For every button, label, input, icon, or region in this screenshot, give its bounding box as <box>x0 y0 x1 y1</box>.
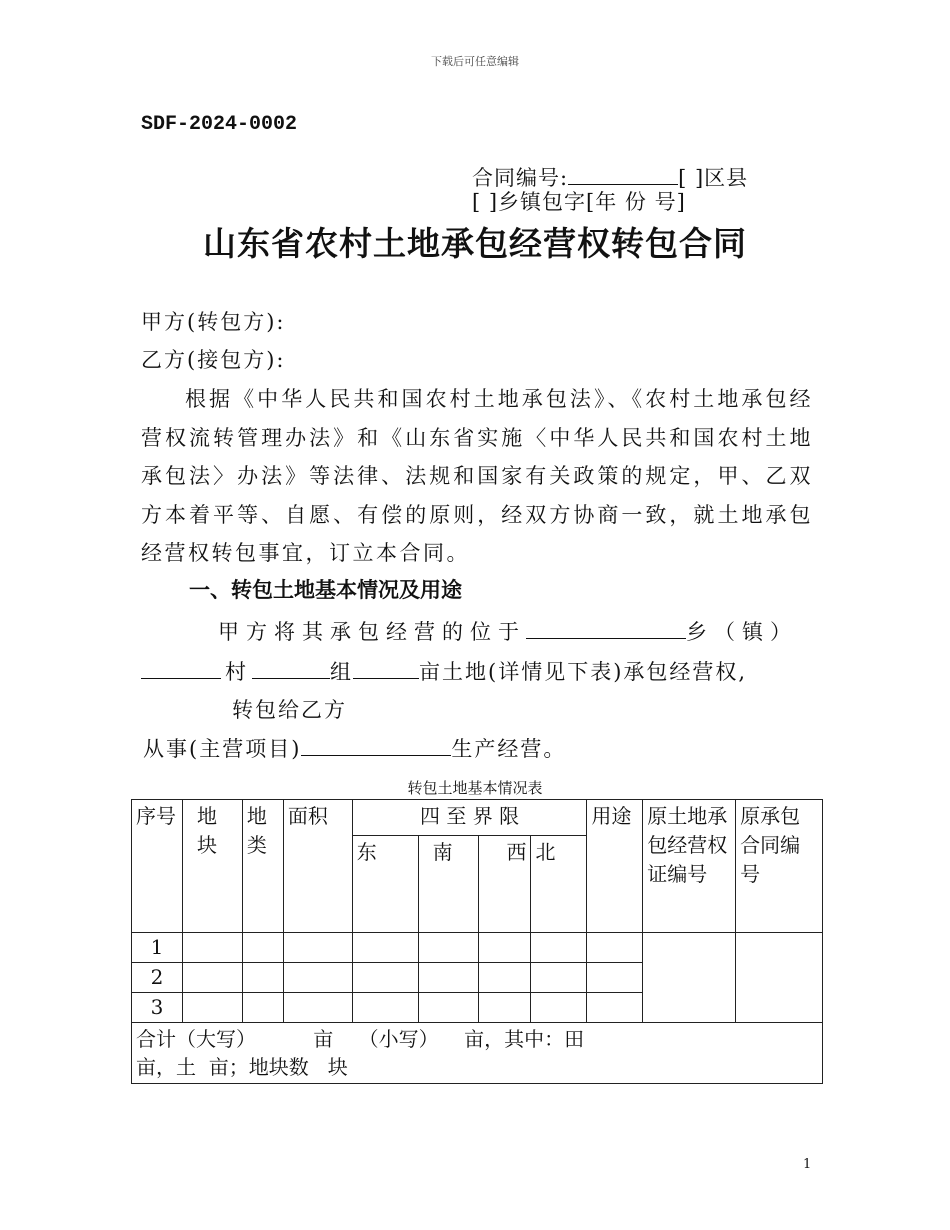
land-info-table <box>131 799 823 1084</box>
acreage-blank[interactable] <box>353 658 419 679</box>
table-cell[interactable] <box>587 933 643 963</box>
section-1-line-4 <box>143 733 566 763</box>
table-cell[interactable] <box>182 933 242 963</box>
contract-number-blank[interactable] <box>568 166 678 185</box>
table-cell[interactable] <box>418 933 478 963</box>
orig-cert-cell[interactable] <box>643 933 736 1023</box>
table-cell[interactable] <box>182 993 242 1023</box>
table-cell[interactable] <box>418 993 478 1023</box>
header-boundaries: 四 至 界 限 <box>352 800 587 836</box>
table-cell[interactable] <box>242 963 283 993</box>
party-b-label: 乙方(接包方): <box>141 348 286 372</box>
main-project-label: 从事(主营项目) <box>143 737 302 761</box>
row-number: 2 <box>132 963 183 993</box>
production-text: 生产经营。 <box>451 737 567 761</box>
section-1-line-3: 转包给乙方 <box>232 698 347 722</box>
acreage-text: 亩土地(详情见下表)承包经营权, <box>419 660 748 684</box>
village-label: 村 <box>225 660 248 684</box>
header-east: 东 <box>352 836 418 933</box>
group-blank[interactable] <box>252 658 330 679</box>
preamble-paragraph: 根据《中华人民共和国农村土地承包法》、《农村土地承包经营权流转管理办法》和《山东省实施〈中华人民共和国农村土地承包法〉办法》等法律、法规和国家有关政策的规定，甲、乙双方本着平等、自愿、有偿的原则，经双方协商一致，就土地承包经营权转包事宜，订立本合同。 <box>141 387 813 565</box>
table-cell[interactable] <box>283 963 352 993</box>
header-type: 地类 <box>242 800 283 933</box>
group-label: 组 <box>330 660 353 684</box>
table-cell[interactable] <box>531 993 587 1023</box>
main-project-blank[interactable] <box>301 735 451 756</box>
document-title: 山东省农村土地承包经营权转包合同 <box>203 224 747 263</box>
table-cell[interactable] <box>283 933 352 963</box>
table-cell[interactable] <box>283 993 352 1023</box>
header-north: 北 <box>531 836 587 933</box>
contract-number-label: 合同编号: <box>472 166 569 190</box>
table-cell[interactable] <box>182 963 242 993</box>
township-label: 乡（镇） <box>686 620 798 644</box>
table-cell[interactable] <box>418 963 478 993</box>
header-area: 面积 <box>283 800 352 933</box>
header-plot: 地 块 <box>182 800 242 933</box>
header-seq: 序号 <box>132 800 183 933</box>
header-note: 下载后可任意编辑 <box>431 55 519 68</box>
location-blank[interactable] <box>526 618 686 639</box>
village-blank[interactable] <box>141 658 221 679</box>
section-1-line-1 <box>218 616 798 646</box>
row-number: 1 <box>132 933 183 963</box>
table-total-row[interactable] <box>132 1023 823 1084</box>
document-id: SDF-2024-0002 <box>141 113 298 136</box>
contract-number-district: [ ]区县 <box>678 166 749 190</box>
table-cell[interactable] <box>531 963 587 993</box>
header-use: 用途 <box>587 800 643 933</box>
party-a-label: 甲方(转包方): <box>141 310 286 334</box>
row-number: 3 <box>132 993 183 1023</box>
table-caption: 转包土地基本情况表 <box>407 779 543 797</box>
table-cell[interactable] <box>242 933 283 963</box>
table-cell[interactable] <box>352 963 418 993</box>
table-cell[interactable] <box>478 963 531 993</box>
table-cell[interactable] <box>242 993 283 1023</box>
location-prefix: 甲方将其承包经营的位于 <box>218 620 526 644</box>
table-cell[interactable] <box>352 933 418 963</box>
table-cell[interactable] <box>478 993 531 1023</box>
orig-contract-cell[interactable] <box>736 933 823 1023</box>
page-number: 1 <box>803 1157 812 1172</box>
table-cell[interactable] <box>587 963 643 993</box>
total-line-2: 亩，土 亩；地块数 块 <box>136 1055 348 1079</box>
table-cell[interactable] <box>352 993 418 1023</box>
section-1-heading: 一、转包土地基本情况及用途 <box>189 578 462 602</box>
table-cell[interactable] <box>587 993 643 1023</box>
header-west: 西 <box>478 836 531 933</box>
total-line-1: 合计（大写） 亩 （小写） 亩，其中：田 <box>136 1027 585 1051</box>
table-cell[interactable] <box>531 933 587 963</box>
header-orig-contract: 原承包合同编号 <box>736 800 823 933</box>
section-1-line-2 <box>141 656 747 686</box>
contract-number-line2: [ ]乡镇包字[年 份 号] <box>472 190 686 214</box>
header-south: 南 <box>418 836 478 933</box>
header-orig-cert: 原土地承包经营权证编号 <box>643 800 736 933</box>
table-cell[interactable] <box>478 933 531 963</box>
